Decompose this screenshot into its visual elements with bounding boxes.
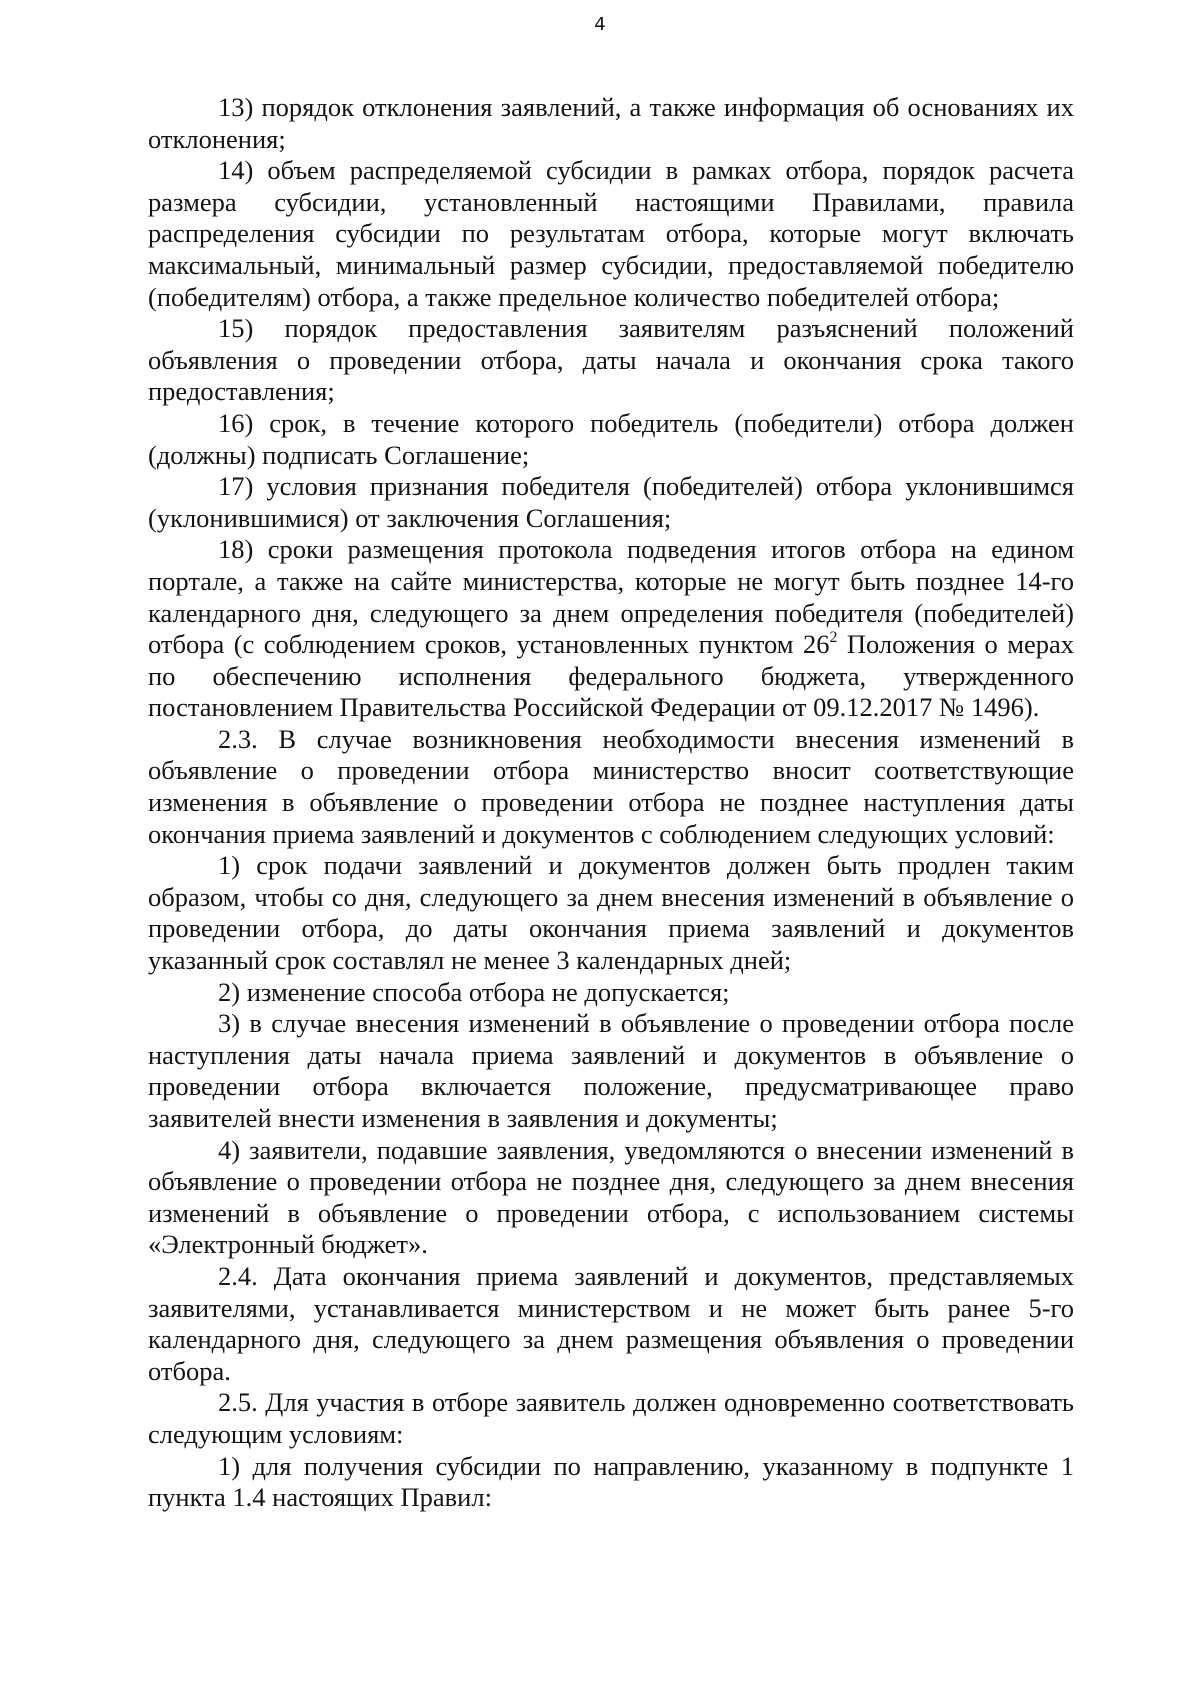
paragraph-section-2-3: 2.3. В случае возникновения необходимости внесения изменений в объявление о проведении отбора министерство вносит соответствующие изменения в объявление о проведении отбора не позднее наступления даты окончания приема заявлений и документов с соблюдением следующих условий: [148,723,1074,849]
paragraph-item-16: 16) срок, в течение которого победитель (победители) отбора должен (должны) подписать Соглашение; [148,407,1074,470]
paragraph-2-3-item-2: 2) изменение способа отбора не допускается; [218,976,730,1007]
paragraph-item-13: 13) порядок отклонения заявлений, а также информация об основаниях их отклонения; [148,92,1074,154]
paragraph-18-text-end: Положения о мерах по обеспечению исполнения федерального бюджета, утвержденного постановлением Правительства Российской Федерации от 09.12.2017 № 1496). [148,629,1074,723]
paragraph-2-3-item-4: 4) заявители, подавшие заявления, уведомляются о внесении изменений в объявление о проведении отбора не позднее дня, следующего за днем внесения изменений в объявление о проведении отбора, с использованием системы «Электронный бюджет». [148,1134,1074,1260]
paragraph-section-2-5: 2.5. Для участия в отборе заявитель должен одновременно соответствовать следующим условиям: [148,1387,1074,1449]
document-body [148,92,1074,1514]
paragraph-item-18 [148,534,1074,724]
paragraph-2-3-item-1: 1) срок подачи заявлений и документов должен быть продлен таким образом, чтобы со дня, следующего за днем внесения изменений в объявление о проведении отбора, до даты окончания приема заявлений и документов указанный срок составлял не менее 3 календарных дней; [148,850,1074,976]
paragraph-18-text-start: 18) сроки размещения протокола подведения итогов отбора на едином портале, а также на сайте министерства, которые не могут быть позднее 14-го календарного дня, следующего за днем определения победителя (победителей) отбора (с соблюдением сроков, установленных пунктом 26 [148,534,1074,660]
paragraph-section-2-4: 2.4. Дата окончания приема заявлений и документов, представляемых заявителями, устанавливается министерством и не может быть ранее 5-го календарного дня, следующего за днем размещения объявления о проведении отбора. [148,1260,1074,1386]
paragraph-2-3-item-3: 3) в случае внесения изменений в объявление о проведении отбора после наступления даты начала приема заявлений и документов в объявление о проведении отбора включается положение, предусматривающее право заявителей внести изменения в заявления и документы; [148,1008,1074,1133]
page-number: 4 [594,14,606,35]
paragraph-item-14: 14) объем распределяемой субсидии в рамках отбора, порядок расчета размера субсидии, установленный настоящими Правилами, правила распределения субсидии по результатам отбора, которые могут включать максимальный, минимальный размер субсидии, предоставляемой победителю (победителям) отбора, а также предельное количество победителей отбора; [148,155,1074,312]
paragraph-item-15: 15) порядок предоставления заявителям разъяснений положений объявления о проведении отбора, даты начала и окончания срока такого предоставления; [148,313,1074,407]
paragraph-2-5-item-1: 1) для получения субсидии по направлению, указанному в подпункте 1 пункта 1.4 настоящих Правил: [148,1450,1074,1513]
paragraph-item-17: 17) условия признания победителя (победителей) отбора уклонившимся (уклонившимися) от заключения Соглашения; [148,471,1074,533]
superscript-footnote: 2 [829,628,838,646]
